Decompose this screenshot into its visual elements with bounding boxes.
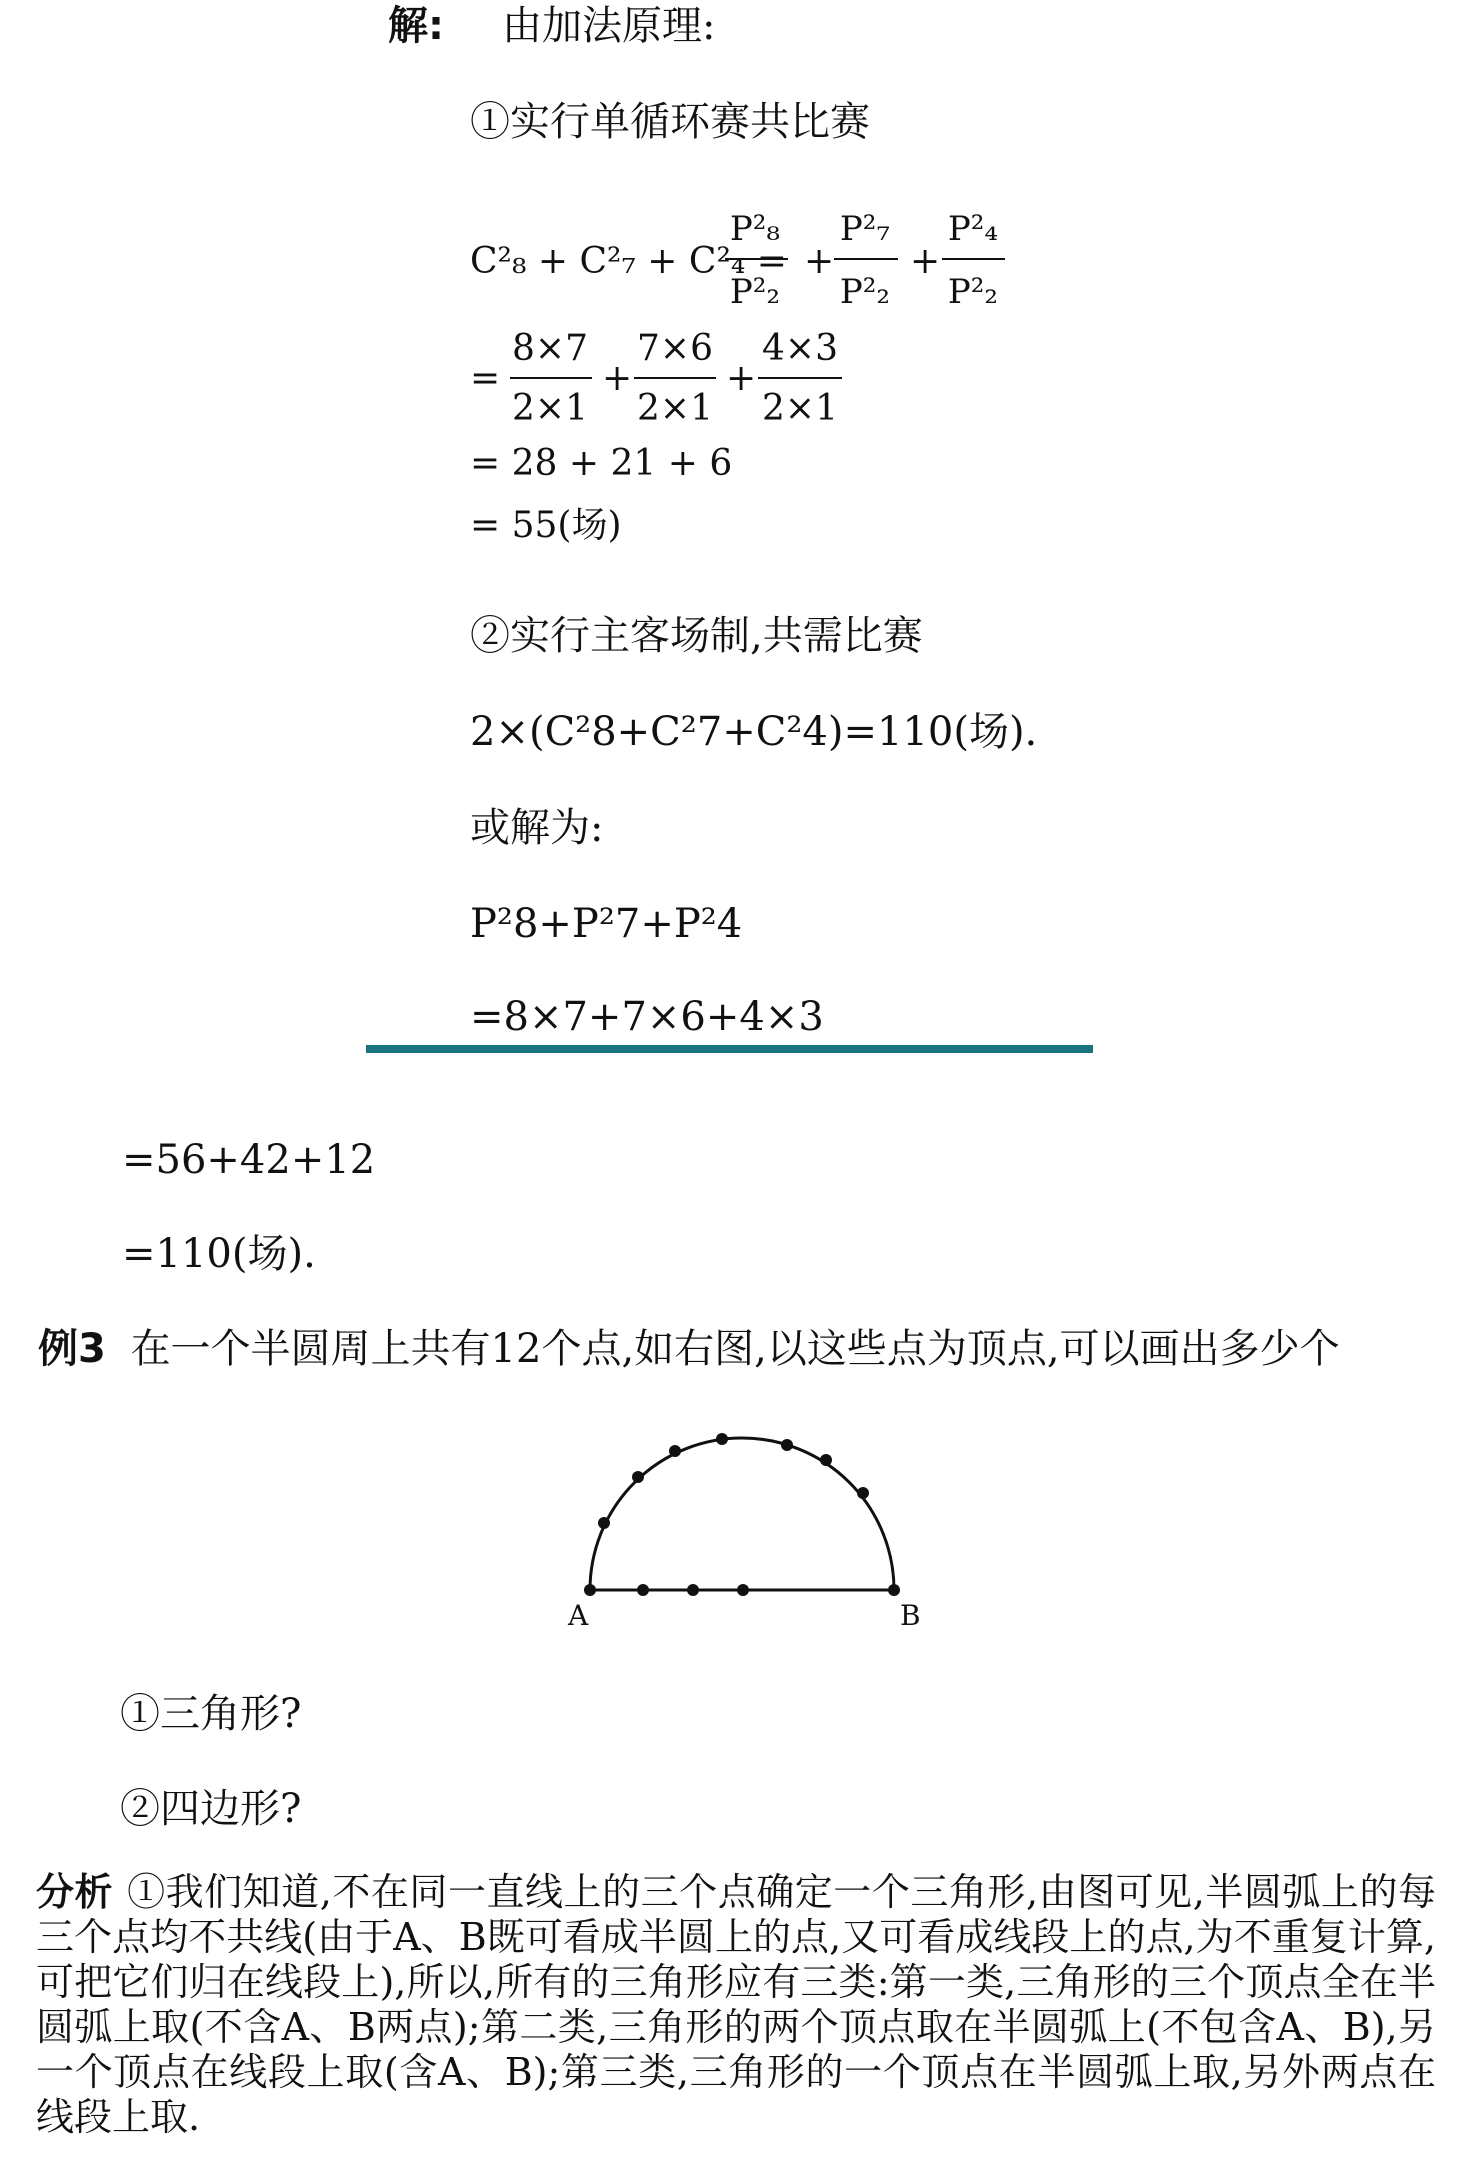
analysis-paragraph [36, 1870, 1436, 2140]
example-label: 例3 [38, 1326, 106, 1372]
frac2-num: P²₇ [839, 209, 891, 249]
alt-line-3: =56+42+12 [122, 1137, 376, 1183]
arc-point [716, 1433, 728, 1445]
semicircle-figure [560, 1420, 940, 1640]
alt-label: 或解为: [470, 805, 604, 851]
formula-line3: = 28 + 21 + 6 [470, 443, 733, 484]
arc-point [781, 1439, 793, 1451]
alt-line-1: P²8+P²7+P²4 [470, 901, 743, 947]
analysis-text: ①我们知道,不在同一直线上的三个点确定一个三角形,由图可见,半圆弧上的每三个点均不共线(由于A、B既可看成半圆上的点,又可看成线段上的点,为不重复计算,可把它们归在线段上),所以,所有的三角形应有三类:第一类,三角形的三个顶点全在半圆弧上取(不含A、B两点);第二类,三角形的两个顶点取在半圆弧上(不包含A、B),另一个顶点在线段上取(含A、B);第三类,三角形的一个顶点在半圆弧上取,另外两点在线段上取. [36, 1870, 1436, 2139]
alt-line-2: =8×7+7×6+4×3 [470, 994, 824, 1040]
f1-den: 2×1 [512, 388, 588, 429]
point-a-dot [584, 1584, 596, 1596]
combination-formula [470, 195, 1030, 565]
alt-line-4: =110(场). [122, 1231, 316, 1277]
segment-point [687, 1584, 699, 1596]
example-text: 在一个半圆周上共有12个点,如右图,以这些点为顶点,可以画出多少个 [130, 1326, 1340, 1372]
f1-num: 8×7 [512, 328, 588, 369]
item-2-formula: 2×(C²8+C²7+C²4)=110(场). [470, 709, 1038, 755]
analysis-label: 分析 [36, 1870, 114, 1914]
question-2: ②四边形? [120, 1786, 302, 1832]
item-2-text: ②实行主客场制,共需比赛 [470, 613, 923, 659]
section-divider [366, 1045, 1093, 1053]
arc-point [598, 1517, 610, 1529]
svg-text:+: + [910, 241, 941, 282]
f3-num: 4×3 [762, 328, 838, 369]
semicircle-arc [590, 1438, 894, 1590]
f2-den: 2×1 [637, 388, 713, 429]
item-1-text: ①实行单循环赛共比赛 [470, 99, 870, 145]
segment-point [637, 1584, 649, 1596]
formula-eq2: = [470, 358, 501, 399]
frac1-den: P²₂ [729, 272, 781, 312]
arc-point [857, 1487, 869, 1499]
point-a-label: A [568, 1599, 589, 1632]
f3-den: 2×1 [762, 388, 838, 429]
formula-line4: = 55(场) [470, 505, 622, 546]
semicircle-points [584, 1433, 900, 1596]
svg-text:+: + [804, 241, 835, 282]
solution-label: 解: [388, 3, 444, 49]
point-b-dot [888, 1584, 900, 1596]
frac3-num: P²₄ [947, 209, 999, 249]
arc-point [669, 1445, 681, 1457]
svg-text:+: + [726, 358, 757, 399]
frac2-den: P²₂ [839, 272, 891, 312]
solution-intro: 由加法原理: [502, 3, 716, 49]
frac3-den: P²₂ [947, 272, 999, 312]
arc-point [820, 1454, 832, 1466]
f2-num: 7×6 [637, 328, 713, 369]
arc-point [632, 1471, 644, 1483]
point-b-label: B [900, 1599, 921, 1632]
segment-point [737, 1584, 749, 1596]
formula-lhs: C²₈ + C²₇ + C²₄ = [470, 241, 787, 282]
example-3 [38, 1325, 1340, 1373]
frac1-num: P²₈ [729, 209, 781, 249]
svg-text:+: + [602, 358, 633, 399]
question-1: ①三角形? [120, 1691, 302, 1737]
